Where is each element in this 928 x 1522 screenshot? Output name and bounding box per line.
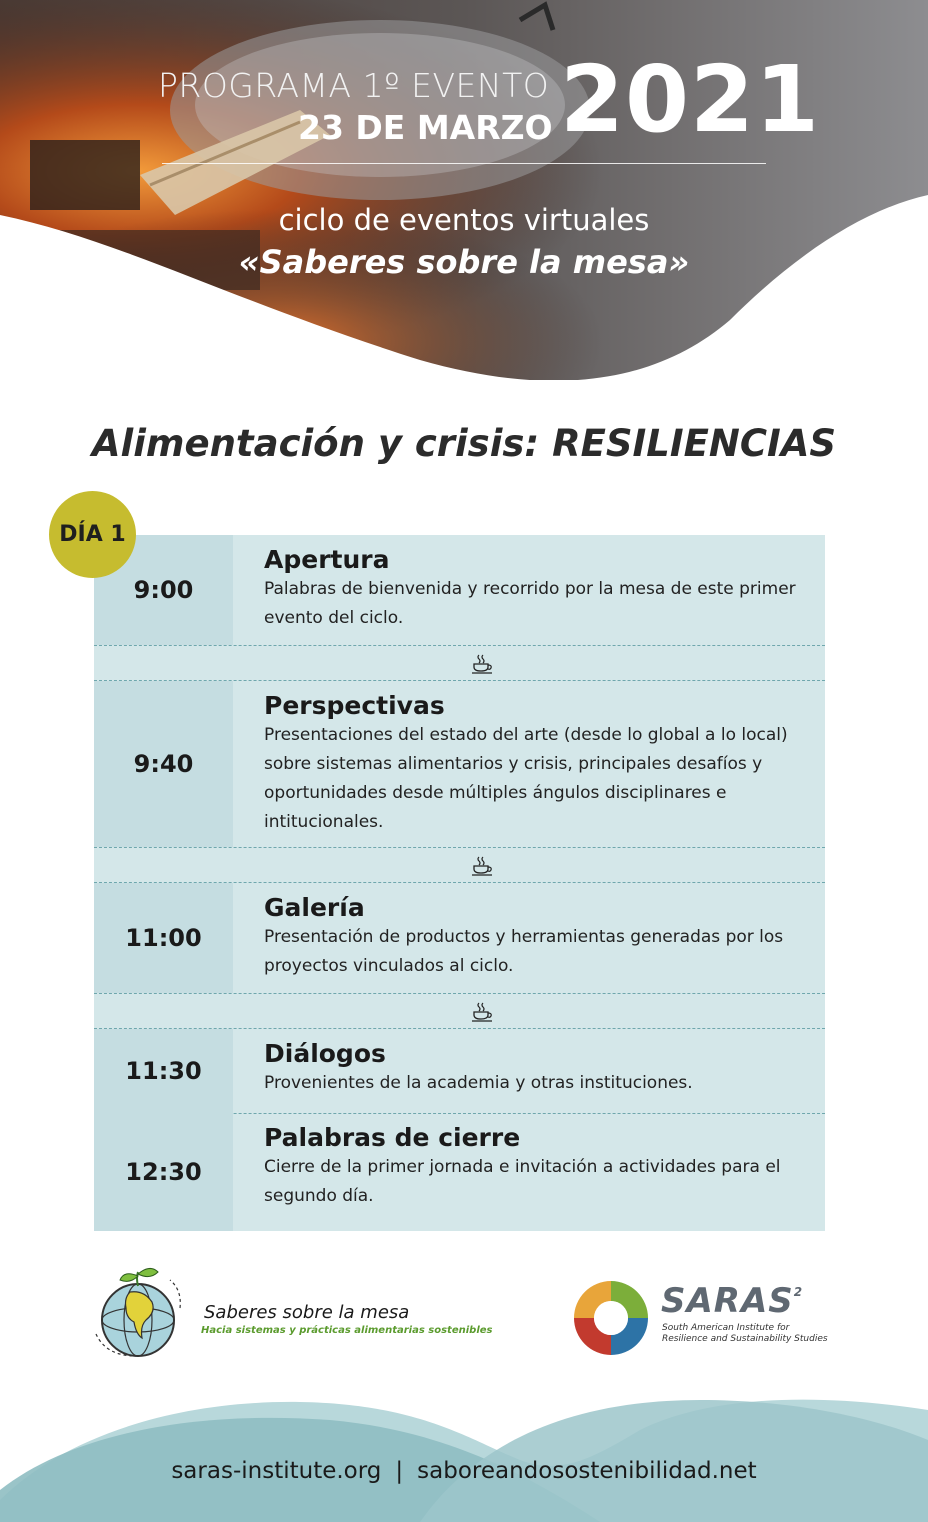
saras-superscript: 2: [793, 1285, 804, 1299]
globe-sprout-icon: [92, 1264, 184, 1359]
saberes-logo-tagline: Hacia sistemas y prácticas alimentarias sostenibles: [201, 1325, 493, 1336]
coffee-cup-icon: [470, 856, 494, 876]
page-title: Alimentación y crisis: RESILIENCIAS: [91, 422, 837, 465]
day-badge: DÍA 1: [49, 491, 136, 578]
event-content: [264, 1123, 804, 1211]
time-cell: 9:40: [94, 681, 233, 847]
coffee-break: [94, 993, 825, 1029]
cycle-subtitle: ciclo de eventos virtuales: [278, 203, 650, 237]
hero-banner: [0, 0, 928, 380]
time-cell: 9:00: [94, 535, 233, 645]
program-label: PROGRAMA 1º EVENTO: [158, 66, 550, 105]
event-title: Diálogos: [264, 1039, 386, 1068]
event-content: [264, 893, 804, 981]
event-title: Galería: [264, 893, 365, 922]
event-title: Apertura: [264, 545, 390, 574]
saras-subtitle-line2: Resilience and Sustainability Studies: [662, 1334, 828, 1344]
coffee-cup-icon: [470, 1002, 494, 1022]
footer-link-saboreando[interactable]: saboreandosostenibilidad.net: [417, 1458, 757, 1484]
event-content: [264, 691, 804, 837]
saras-name-text: SARAS: [661, 1281, 794, 1321]
saras-logo-name: [661, 1281, 804, 1321]
event-title: Palabras de cierre: [264, 1123, 521, 1152]
footer-waves: [0, 1380, 928, 1522]
event-date: 23 DE MARZO: [298, 108, 553, 147]
schedule-row-4: [94, 1029, 825, 1113]
schedule-row-1: [94, 535, 825, 645]
schedule-table: [94, 535, 825, 1231]
saberes-logo-name: Saberes sobre la mesa: [204, 1302, 410, 1323]
event-year: 2021: [560, 46, 821, 153]
event-description: Cierre de la primer jornada e invitación a actividades para el segundo día.: [264, 1157, 781, 1206]
schedule-row-2: [94, 681, 825, 847]
saras-subtitle-line1: South American Institute for: [662, 1323, 790, 1333]
event-content: [264, 1039, 804, 1098]
time-cell: 12:30: [94, 1113, 233, 1231]
footer-link-saras[interactable]: saras-institute.org: [171, 1458, 382, 1484]
time-cell: 11:00: [94, 883, 233, 993]
coffee-cup-icon: [470, 654, 494, 674]
footer-separator: |: [395, 1458, 404, 1484]
event-description: Palabras de bienvenida y recorrido por la mesa de este primer evento del ciclo.: [264, 579, 796, 628]
coffee-break: [94, 847, 825, 883]
schedule-row-3: [94, 883, 825, 993]
event-title: Perspectivas: [264, 691, 445, 720]
header-divider: [162, 163, 766, 164]
event-description: Presentaciones del estado del arte (desde lo global a lo local) sobre sistemas alimentarios y crisis, principales desafíos y oportunidades desde múltiples ángulos disciplinares e intitucionales.: [264, 725, 788, 832]
coffee-break: [94, 645, 825, 681]
event-content: [264, 545, 804, 633]
saras-ring-icon: [570, 1277, 652, 1359]
schedule-row-5: [94, 1113, 825, 1231]
cycle-name: «Saberes sobre la mesa»: [238, 243, 690, 281]
footer-links: [0, 1458, 928, 1484]
event-description: Provenientes de la academia y otras instituciones.: [264, 1073, 693, 1093]
saras-logo-subtitle: [662, 1323, 828, 1345]
time-cell: 11:30: [94, 1029, 233, 1113]
event-description: Presentación de productos y herramientas generadas por los proyectos vinculados al ciclo.: [264, 927, 784, 976]
